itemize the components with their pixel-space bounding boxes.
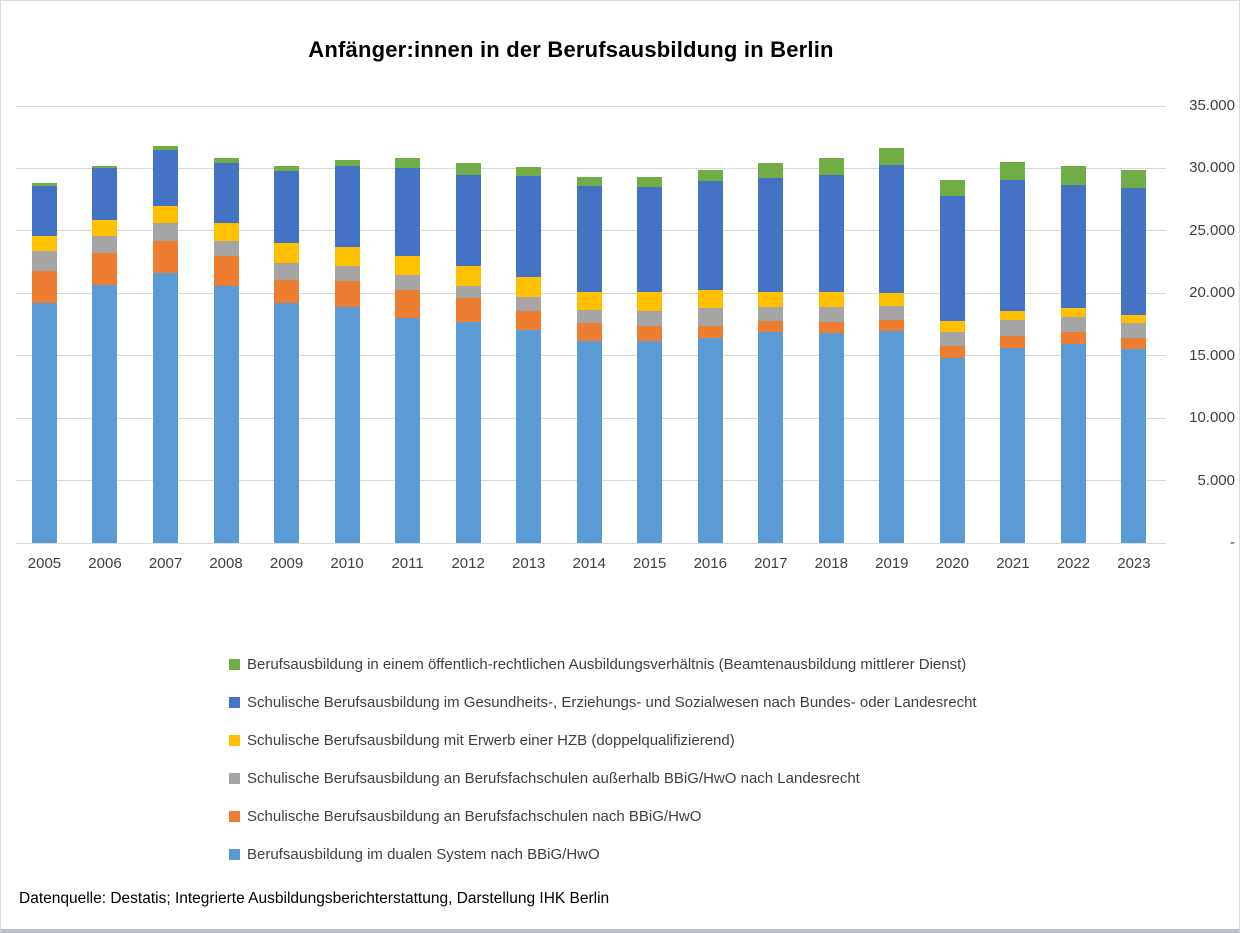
bar-segment [1061,185,1086,309]
legend-item-berufsfachschulen-landesrecht [229,768,977,789]
legend-item-gesundheits-sozialwesen [229,692,977,713]
bar-segment [153,146,178,150]
y-tick-label: 30.000 [1189,159,1235,177]
bar-segment [940,196,965,321]
bar-segment [335,247,360,266]
bar-segment [1121,349,1146,543]
y-tick-label: 20.000 [1189,284,1235,302]
legend-item-berufsfachschulen-bbig [229,806,977,827]
bar-segment [698,290,723,309]
x-tick-label: 2019 [875,555,909,572]
bar-segment [153,223,178,240]
bar-segment [92,166,117,168]
bar-segment [335,160,360,166]
bar-segment [1121,323,1146,338]
bar-segment [92,236,117,253]
bar-segment [940,358,965,543]
bar-segment [456,322,481,543]
x-tick-label: 2020 [935,555,970,572]
bar-segment [819,292,844,307]
x-tick-label: 2016 [693,555,727,572]
bar-segment [879,148,904,164]
y-tick-label: 10.000 [1189,409,1235,427]
bar-segment [819,333,844,543]
x-tick-label: 2014 [572,555,606,572]
legend-swatch-orange [229,811,240,822]
x-tick-label: 2021 [996,555,1030,572]
legend-label: Schulische Berufsausbildung mit Erwerb einer HZB (doppelqualifizierend) [247,732,735,749]
bar-segment [395,275,420,290]
bar-segment [516,167,541,176]
bar-segment [940,321,965,332]
bar-segment [940,346,965,358]
legend-item-duales-system [229,844,977,865]
bar-segment [214,286,239,543]
legend-swatch-green [229,659,240,670]
legend [229,654,977,882]
bar-segment [274,263,299,279]
bar-segment [1000,320,1025,336]
bar-segment [214,163,239,223]
bar-segment [577,177,602,186]
bar-segment [1000,348,1025,543]
bar-segment [153,150,178,206]
bar-segment [1000,311,1025,320]
bar-segment [577,341,602,543]
bar-segment [1000,336,1025,348]
bar-segment [214,158,239,163]
bar-segment [879,320,904,331]
legend-item-hzb [229,730,977,751]
bar-segment [92,253,117,284]
bar-segment [1121,170,1146,189]
bar-segment [395,168,420,255]
bar-segment [758,163,783,178]
bar-segment [819,307,844,322]
source-note: Datenquelle: Destatis; Integrierte Ausbildungsberichterstattung, Darstellung IHK Berlin [19,890,610,907]
gridline [16,168,1166,169]
legend-swatch-yellow [229,735,240,746]
bar-segment [637,292,662,311]
bar-segment [395,318,420,543]
bar-segment [516,297,541,311]
bar-segment [214,256,239,286]
bar-segment [214,241,239,256]
bar-segment [940,332,965,346]
y-tick-label: 25.000 [1189,221,1235,239]
x-tick-label: 2009 [269,555,304,572]
bar-segment [1000,162,1025,179]
bar-segment [274,171,299,243]
bar-segment [153,241,178,273]
bar-segment [395,290,420,319]
bar-segment [637,177,662,187]
x-tick-label: 2007 [148,555,183,572]
bar-segment [940,180,965,196]
legend-swatch-gray [229,773,240,784]
bar-segment [637,311,662,326]
bar-segment [32,183,57,185]
legend-label: Berufsausbildung in einem öffentlich-rechtlichen Ausbildungsverhältnis (Beamtenausbildung mittlerer Dienst) [247,656,967,673]
bar-segment [879,165,904,294]
bar-segment [516,311,541,330]
bar-segment [516,277,541,297]
bar-segment [456,175,481,266]
bar-segment [456,286,481,298]
x-tick-label: 2005 [27,555,62,572]
bar-segment [1121,315,1146,324]
bar-segment [758,178,783,292]
bar-segment [879,293,904,305]
gridline [16,106,1166,107]
bar-segment [879,306,904,320]
bar-segment [698,181,723,290]
x-tick-label: 2010 [330,555,364,572]
y-tick-label: 15.000 [1189,346,1235,364]
bar-segment [698,308,723,325]
bar-segment [92,168,117,219]
bar-segment [214,223,239,240]
bar-segment [32,236,57,251]
bar-segment [1061,344,1086,543]
legend-label: Schulische Berufsausbildung an Berufsfachschulen außerhalb BBiG/HwO nach Landesrecht [247,770,860,787]
y-tick-label: 5.000 [1197,471,1235,489]
bar-segment [153,206,178,223]
bar-segment [758,292,783,307]
legend-label: Schulische Berufsausbildung im Gesundheits-, Erziehungs- und Sozialwesen nach Bundes- oder Landesrecht [247,694,977,711]
x-tick-label: 2015 [633,555,667,572]
bar-segment [1061,166,1086,185]
bar-segment [1061,332,1086,344]
y-axis [1173,97,1235,551]
bar-segment [758,332,783,543]
bar-segment [758,321,783,332]
bar-segment [32,251,57,271]
bar-segment [637,341,662,543]
legend-label: Berufsausbildung im dualen System nach BBiG/HwO [247,846,600,863]
bar-segment [395,158,420,168]
x-tick-label: 2018 [814,555,848,572]
bar-segment [577,323,602,340]
bar-segment [32,271,57,303]
legend-label: Schulische Berufsausbildung an Berufsfachschulen nach BBiG/HwO [247,808,702,825]
bar-segment [698,170,723,181]
bar-segment [274,280,299,304]
bar-segment [335,166,360,247]
legend-item-beamtenausbildung [229,654,977,675]
bar-segment [32,186,57,236]
plot-area [16,106,1166,543]
bar-segment [698,338,723,543]
bar-segment [577,186,602,292]
bar-segment [819,175,844,292]
bar-segment [456,266,481,286]
bar-segment [274,303,299,543]
bar-segment [456,163,481,174]
x-axis [16,555,1166,579]
bar-segment [153,273,178,543]
x-tick-label: 2008 [209,555,243,572]
x-tick-label: 2017 [754,555,788,572]
chart-title: Anfänger:innen in der Berufsausbildung in Berlin [308,37,834,62]
bar-segment [637,187,662,292]
bar-segment [395,256,420,275]
bar-segment [335,307,360,543]
bar-segment [1121,188,1146,314]
bar-segment [335,266,360,281]
bar-segment [274,166,299,171]
bar-segment [577,310,602,324]
bar-segment [1061,308,1086,317]
x-tick-label: 2022 [1056,555,1091,572]
bar-segment [92,285,117,543]
bar-segment [92,220,117,236]
legend-swatch-darkblue [229,697,240,708]
x-tick-label: 2012 [451,555,485,572]
bar-segment [577,292,602,309]
bar-segment [879,331,904,543]
x-tick-label: 2023 [1117,555,1151,572]
x-tick-label: 2011 [391,555,424,572]
x-tick-label: 2006 [88,555,122,572]
y-tick-label: - [1230,534,1235,551]
bar-segment [456,298,481,322]
bar-segment [758,307,783,321]
bar-segment [1061,317,1086,332]
bar-segment [516,176,541,277]
bar-segment [1000,180,1025,311]
legend-swatch-lightblue [229,849,240,860]
bar-segment [516,330,541,544]
bar-segment [698,326,723,338]
bar-segment [637,326,662,341]
bar-segment [1121,338,1146,349]
bar-segment [274,243,299,263]
bar-segment [32,303,57,543]
bar-segment [819,158,844,174]
bar-segment [819,322,844,333]
x-tick-label: 2013 [511,555,546,572]
y-tick-label: 35.000 [1189,97,1235,114]
bar-segment [335,281,360,307]
